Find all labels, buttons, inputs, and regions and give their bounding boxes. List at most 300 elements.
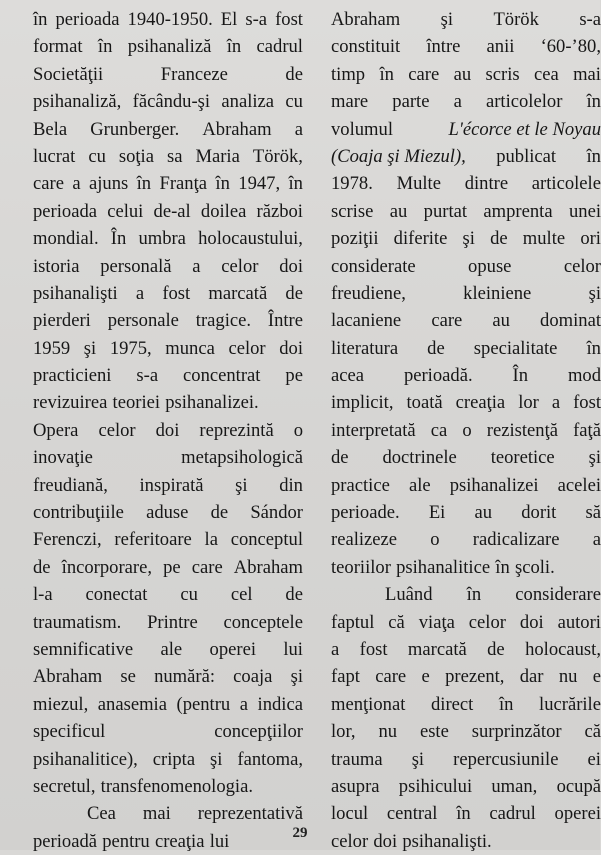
text-line <box>33 170 303 197</box>
word: acelei <box>558 472 601 499</box>
word: Ei <box>429 499 446 526</box>
word: celor <box>228 335 265 362</box>
word: În <box>111 225 127 252</box>
word: între <box>426 33 460 60</box>
word: lucrat <box>33 143 75 170</box>
word: rezistenţă <box>487 417 558 444</box>
word: a <box>593 526 601 553</box>
word: psihanaliză, <box>33 88 121 115</box>
word: nu <box>559 663 578 690</box>
word: şcoli. <box>515 554 555 581</box>
text-line <box>33 33 303 60</box>
word: de <box>33 554 51 581</box>
text-line <box>331 6 601 33</box>
word: articolelor <box>486 88 562 115</box>
word: a <box>454 88 462 115</box>
page-number: 29 <box>0 825 600 842</box>
word: faptul <box>331 609 374 636</box>
word: din <box>279 472 303 499</box>
word: în <box>215 170 229 197</box>
text-line <box>33 198 303 225</box>
word: e <box>593 663 601 690</box>
word: cu <box>180 581 198 608</box>
word: perioade. <box>331 499 400 526</box>
word: ca <box>431 417 448 444</box>
text-line <box>331 280 601 307</box>
word: fost <box>162 280 190 307</box>
word: Abraham <box>33 663 102 690</box>
word: 1940-1950. <box>128 6 213 33</box>
word: celor <box>564 253 601 280</box>
word: viaţa <box>419 609 455 636</box>
word: o <box>294 417 303 444</box>
word: traumatism. <box>33 609 121 636</box>
text-line <box>331 307 601 334</box>
word: anii <box>487 33 515 60</box>
word: şi <box>441 6 453 33</box>
text-line <box>331 444 601 471</box>
word: s-a <box>136 362 158 389</box>
word: concentrat <box>183 362 260 389</box>
word: mai <box>143 800 171 827</box>
text-line <box>33 800 303 827</box>
word: în <box>98 33 112 60</box>
word: implicit, <box>331 389 394 416</box>
word: în <box>33 6 47 33</box>
word: sa <box>167 143 183 170</box>
word: miezul, <box>33 691 88 718</box>
word: conceptul <box>231 526 303 553</box>
word: pe <box>163 554 181 581</box>
word: interpretată <box>331 417 416 444</box>
word: umbra <box>138 225 186 252</box>
text-line <box>33 253 303 280</box>
word: la <box>205 526 218 553</box>
word: o <box>462 417 471 444</box>
text-line <box>33 307 303 334</box>
word: psihanalizei <box>450 472 539 499</box>
word: transfenomenologia. <box>101 773 253 800</box>
word: ei <box>588 746 601 773</box>
word: concepţiilor <box>214 718 303 745</box>
word: prezent, <box>445 663 504 690</box>
word: în <box>587 143 601 170</box>
text-line <box>33 609 303 636</box>
word: pentru <box>102 828 150 855</box>
word: a <box>552 389 560 416</box>
word: de-al <box>154 198 191 225</box>
word: Maria <box>195 143 239 170</box>
word: literatura <box>331 335 398 362</box>
word: au <box>475 499 493 526</box>
word: lor, <box>331 718 356 745</box>
word: (pentru <box>177 691 231 718</box>
word: conectat <box>86 581 148 608</box>
word: reprezintă <box>199 417 273 444</box>
word: Între <box>268 307 303 334</box>
word: celor <box>221 253 258 280</box>
word: numără: <box>154 663 215 690</box>
text-line <box>331 417 601 444</box>
word: a <box>72 170 80 197</box>
word: 1959 <box>33 335 70 362</box>
word: nu <box>378 718 397 745</box>
word: perioada <box>33 198 97 225</box>
text-line <box>331 61 601 88</box>
word: Multe <box>397 170 441 197</box>
word: considerare <box>515 581 601 608</box>
text-line <box>331 225 601 252</box>
word: uman, <box>491 773 537 800</box>
word: trauma <box>331 746 383 773</box>
word: cadrul <box>257 33 303 60</box>
word: încorporare, <box>62 554 152 581</box>
word: doctrinele <box>382 444 456 471</box>
word: l-a <box>33 581 53 608</box>
word: cripta <box>153 746 195 773</box>
word: de <box>487 636 505 663</box>
word: care <box>33 170 64 197</box>
word: opuse <box>468 253 511 280</box>
word: El <box>221 6 238 33</box>
word: de <box>427 335 445 362</box>
word: perioadă. <box>404 362 473 389</box>
word: ori <box>580 225 601 252</box>
word: dorit <box>521 499 556 526</box>
word: psihanalitice), <box>33 746 138 773</box>
word: Török, <box>253 143 303 170</box>
word: amprenta <box>483 198 552 225</box>
word: în <box>456 800 470 827</box>
word: creaţia <box>155 828 205 855</box>
word: articolele <box>532 170 601 197</box>
word: e <box>422 663 430 690</box>
word: în <box>379 61 393 88</box>
word: faţă <box>573 417 601 444</box>
word: s-a <box>245 6 267 33</box>
word: surprinzător <box>472 718 562 745</box>
text-line <box>33 663 303 690</box>
word: aduse <box>146 499 188 526</box>
text-line <box>33 116 303 143</box>
word: s-a <box>579 6 601 33</box>
word: şi <box>589 444 601 471</box>
word: în <box>587 335 601 362</box>
word: şi <box>210 746 222 773</box>
text-line <box>331 143 601 170</box>
text-line <box>33 88 303 115</box>
word: creaţia <box>456 389 506 416</box>
word: 1975, <box>110 335 152 362</box>
word: psihanaliză <box>128 33 212 60</box>
word: secretul, <box>33 773 95 800</box>
word: este <box>420 718 449 745</box>
word: coaja <box>233 663 272 690</box>
text-line <box>33 691 303 718</box>
word: doi <box>279 335 303 362</box>
word: dintre <box>465 170 508 197</box>
word: purtat <box>424 198 467 225</box>
word: în <box>467 581 481 608</box>
word: direct <box>431 691 473 718</box>
text-line <box>331 746 601 773</box>
word: contribuţiile <box>33 499 124 526</box>
word: Grunberger. <box>90 116 179 143</box>
word: în <box>495 554 509 581</box>
word: psihanalişti <box>33 280 118 307</box>
word: dar <box>520 663 544 690</box>
text-line <box>33 280 303 307</box>
word: fost <box>275 6 303 33</box>
word: publicat <box>496 143 556 170</box>
word: inovaţie <box>33 444 93 471</box>
word: anasemia <box>98 691 167 718</box>
word: Societăţii <box>33 61 103 88</box>
word: conceptele <box>223 609 303 636</box>
word: personale <box>108 307 179 334</box>
word: Abraham <box>202 116 271 143</box>
word: 1947, <box>238 170 280 197</box>
word: cel <box>231 581 253 608</box>
word: celor <box>98 417 135 444</box>
left-column <box>33 6 303 855</box>
word: în <box>499 691 513 718</box>
text-line <box>33 143 303 170</box>
word: Abraham <box>234 554 303 581</box>
word: a <box>331 636 339 663</box>
text-line <box>33 225 303 252</box>
word: acea <box>331 362 364 389</box>
word: Opera <box>33 417 78 444</box>
word: operei <box>555 800 601 827</box>
word: Cea <box>87 800 116 827</box>
text-line <box>33 335 303 362</box>
text-line <box>33 773 303 800</box>
text-line <box>331 389 601 416</box>
word: care <box>375 663 406 690</box>
word: practicieni <box>33 362 111 389</box>
text-line <box>331 170 601 197</box>
word: timp <box>331 61 365 88</box>
word: personală <box>100 253 171 280</box>
word: au <box>492 307 510 334</box>
word: care <box>431 307 462 334</box>
right-column <box>331 6 601 855</box>
word: Abraham <box>331 6 400 33</box>
word: scris <box>486 61 520 88</box>
text-line <box>33 61 303 88</box>
text-line <box>331 554 601 581</box>
text-line <box>331 33 601 60</box>
word: tragice. <box>196 307 251 334</box>
word: de <box>285 280 303 307</box>
word: doi <box>279 253 303 280</box>
word: considerate <box>331 253 416 280</box>
word: lor <box>518 389 539 416</box>
word: munca <box>165 335 215 362</box>
word: revizuirea <box>33 389 107 416</box>
word: central <box>387 800 438 827</box>
word: realizeze <box>331 526 397 553</box>
text-line <box>33 554 303 581</box>
word: doilea <box>201 198 246 225</box>
word: asupra <box>331 773 380 800</box>
word: referitoare <box>114 526 191 553</box>
word: constituit <box>331 33 400 60</box>
text-line <box>331 362 601 389</box>
text-line <box>331 116 601 143</box>
word: autori <box>558 609 601 636</box>
word: celor <box>469 609 506 636</box>
word: fapt <box>331 663 360 690</box>
word: care <box>408 61 439 88</box>
word: holocaustului, <box>198 225 303 252</box>
text-line <box>33 746 303 773</box>
word: război <box>257 198 303 225</box>
word: menţionat <box>331 691 405 718</box>
text-line <box>331 472 601 499</box>
word: specialitate <box>474 335 558 362</box>
word: scrise <box>331 198 373 225</box>
text-line <box>33 499 303 526</box>
word: în <box>587 88 601 115</box>
text-line <box>331 663 601 690</box>
word: de <box>285 581 303 608</box>
word: cadrul <box>489 800 535 827</box>
word: dominat <box>540 307 601 334</box>
text-line <box>331 88 601 115</box>
word: se <box>120 663 136 690</box>
word: freudiană, <box>33 472 108 499</box>
word: Luând <box>385 581 433 608</box>
word: lacaniene <box>331 307 401 334</box>
word: mondial. <box>33 225 99 252</box>
word: specificul <box>33 718 105 745</box>
word: freudiene, <box>331 280 406 307</box>
text-line <box>331 800 601 827</box>
word: cu <box>88 143 106 170</box>
word: metapsihologică <box>181 444 303 471</box>
word: format <box>33 33 83 60</box>
word: o <box>430 526 439 553</box>
word: de <box>490 225 508 252</box>
word: doi <box>520 609 544 636</box>
word: mai <box>573 61 601 88</box>
word: teoriilor <box>331 554 391 581</box>
word: În <box>513 362 529 389</box>
word: fost <box>360 636 388 663</box>
text-line <box>33 6 303 33</box>
word: poziţii <box>331 225 379 252</box>
word: multe <box>523 225 565 252</box>
text-line <box>33 581 303 608</box>
word: în <box>227 33 241 60</box>
word: marcată <box>208 280 267 307</box>
word: diferite <box>394 225 448 252</box>
word: şi <box>463 225 475 252</box>
word: lucrările <box>539 691 601 718</box>
word: soţia <box>119 143 154 170</box>
word: semnificative <box>33 636 133 663</box>
word: ocupă <box>557 773 601 800</box>
word: L'écorce et le Noyau <box>449 116 601 143</box>
word: holocaust, <box>525 636 601 663</box>
word: practice <box>331 472 390 499</box>
word: teoriei <box>113 389 161 416</box>
word: volumul <box>331 116 393 143</box>
word: Sándor <box>250 499 303 526</box>
text-line <box>33 636 303 663</box>
word: psihanalizei. <box>165 389 258 416</box>
word: psihanalişti. <box>402 828 491 855</box>
word: Bela <box>33 116 67 143</box>
text-line <box>331 526 601 553</box>
word: şi <box>412 746 424 773</box>
word: făcându-şi <box>133 88 210 115</box>
text-line <box>33 417 303 444</box>
word: ‘60-’80, <box>541 33 601 60</box>
word: şi <box>84 335 96 362</box>
text-line <box>331 691 601 718</box>
word: de <box>211 499 229 526</box>
word: a <box>136 280 144 307</box>
word: fost <box>573 389 601 416</box>
word: că <box>584 718 601 745</box>
word: pe <box>285 362 303 389</box>
word: Ferenczi, <box>33 526 102 553</box>
word: teoretice <box>491 444 555 471</box>
word: Franţa <box>160 170 208 197</box>
text-line <box>331 335 601 362</box>
text-line <box>331 499 601 526</box>
word: perioadă <box>33 828 97 855</box>
word: pierderi <box>33 307 91 334</box>
word: au <box>454 61 472 88</box>
text-line <box>331 609 601 636</box>
word: radicalizare <box>473 526 560 553</box>
word: parte <box>392 88 429 115</box>
word: operei <box>210 636 256 663</box>
word: reprezentativă <box>198 800 303 827</box>
text-line <box>33 472 303 499</box>
text-line <box>331 198 601 225</box>
word: a <box>240 691 248 718</box>
text-line <box>33 526 303 553</box>
word: cea <box>534 61 559 88</box>
word: doi <box>373 828 397 855</box>
word: care <box>192 554 223 581</box>
text-line <box>33 718 303 745</box>
word: de <box>331 444 349 471</box>
word: în <box>137 170 151 197</box>
word: fantoma, <box>237 746 303 773</box>
word: locul <box>331 800 368 827</box>
text-line <box>33 362 303 389</box>
word: şi <box>291 663 303 690</box>
text-line <box>33 444 303 471</box>
word: Török <box>493 6 538 33</box>
word: unei <box>569 198 601 225</box>
word: şi <box>589 280 601 307</box>
text-line <box>331 636 601 663</box>
word: celor <box>331 828 368 855</box>
word: doi <box>156 417 180 444</box>
word: (Coaja şi Miezul), <box>331 143 466 170</box>
word: ale <box>409 472 431 499</box>
word: mare <box>331 88 368 115</box>
word: celui <box>107 198 143 225</box>
word: că <box>388 609 405 636</box>
